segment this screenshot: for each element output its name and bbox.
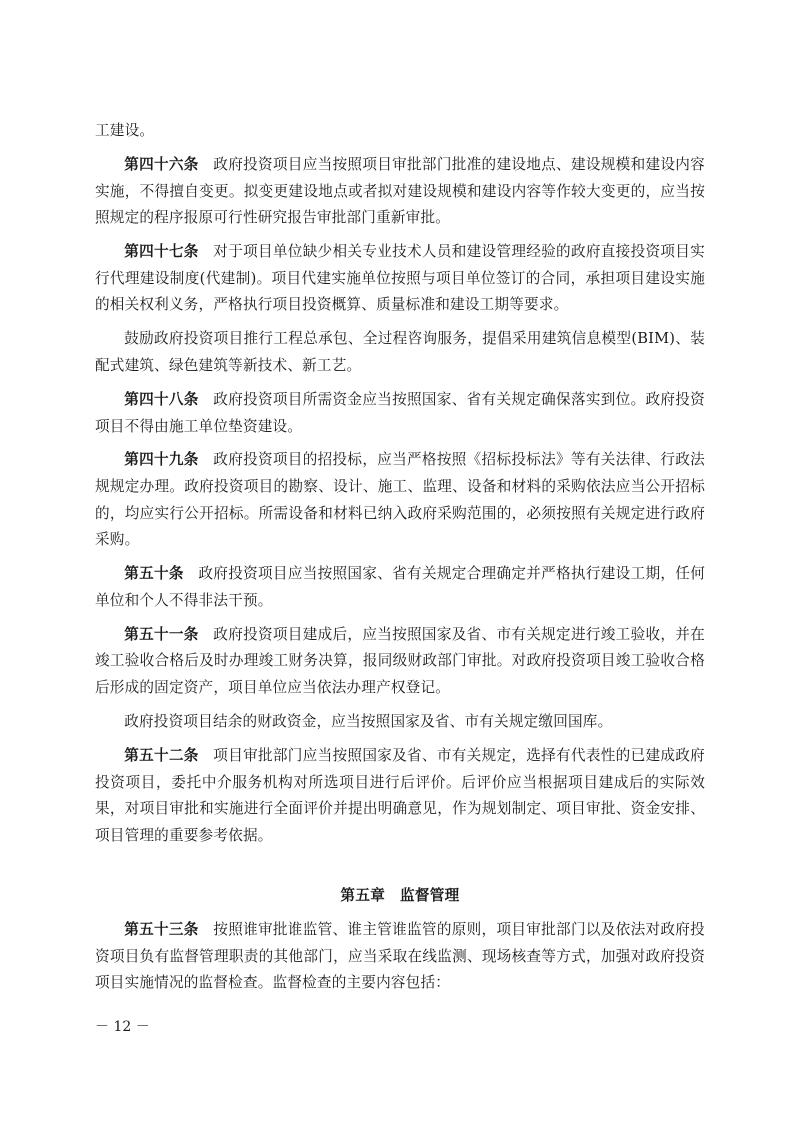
document-body — [95, 118, 705, 1004]
page-number: － 12 － — [95, 1019, 150, 1035]
article-number: 第五十条 — [124, 565, 184, 583]
paragraph-text: 政府投资项目应当按照国家、省有关规定合理确定并严格执行建设工期，任何单位和个人不得非法干预。 — [95, 565, 705, 609]
article-paragraph — [95, 152, 705, 232]
article-paragraph — [95, 561, 705, 614]
article-number: 第四十六条 — [124, 155, 199, 173]
article-number: 第四十九条 — [124, 451, 199, 469]
article-number: 第五十一条 — [124, 625, 199, 643]
paragraph — [95, 118, 705, 145]
article-number: 第四十八条 — [124, 390, 199, 408]
article-paragraph — [95, 447, 705, 553]
paragraph-text: 按照谁审批谁监管、谁主管谁监管的原则，项目审批部门以及依法对政府投资项目负有监督管理职责的其他部门，应当采取在线监测、现场核查等方式，加强对政府投资项目实施情况的监督检查。监督检查的主要内容包括： — [95, 920, 705, 992]
paragraph-text: 项目审批部门应当按照国家及省、市有关规定，选择有代表性的已建成政府投资项目，委托中介服务机构对所选项目进行后评价。后评价应当根据项目建成后的实际效果，对项目审批和实施进行全面评价并提出明确意见，作为规划制定、项目审批、资金安排、项目管理的重要参考依据。 — [95, 746, 705, 844]
paragraph-text: 鼓励政府投资项目推行工程总承包、全过程咨询服务，提倡采用建筑信息模型(BIM)、装配式建筑、绿色建筑等新技术、新工艺。 — [95, 330, 705, 374]
article-paragraph — [95, 917, 705, 997]
section-after-chapter — [95, 917, 705, 997]
article-paragraph — [95, 239, 705, 319]
article-number: 第四十七条 — [124, 243, 199, 261]
paragraph-text: 政府投资项目的招投标，应当严格按照《招标投标法》等有关法律、行政法规规定办理。政府投资项目的勘察、设计、施工、监理、设备和材料的采购依法应当公开招标的，均应实行公开招标。所需设备和材料已纳入政府采购范围的，必须按照有关规定进行政府采购。 — [95, 451, 705, 549]
article-paragraph — [95, 743, 705, 849]
article-number: 第五十三条 — [124, 920, 199, 938]
article-paragraph — [95, 387, 705, 440]
paragraph — [95, 709, 705, 736]
paragraph-text: 对于项目单位缺少相关专业技术人员和建设管理经验的政府直接投资项目实行代理建设制度(代建制)。项目代建实施单位按照与项目单位签订的合同，承担项目建设实施的相关权利义务，严格执行项目投资概算、质量标准和建设工期等要求。 — [95, 243, 705, 314]
section-before-chapter — [95, 118, 705, 849]
paragraph-text: 政府投资项目应当按照项目审批部门批准的建设地点、建设规模和建设内容实施，不得擅自变更。拟变更建设地点或者拟对建设规模和建设内容等作较大变更的，应当按照规定的程序报原可行性研究报告审批部门重新审批。 — [95, 155, 705, 227]
article-number: 第五十二条 — [124, 746, 199, 764]
paragraph-text: 政府投资项目所需资金应当按照国家、省有关规定确保落实到位。政府投资项目不得由施工单位垫资建设。 — [95, 390, 705, 435]
paragraph-text: 政府投资项目结余的财政资金，应当按照国家及省、市有关规定缴回国库。 — [124, 713, 613, 730]
article-paragraph — [95, 622, 705, 702]
paragraph-text: 政府投资项目建成后，应当按照国家及省、市有关规定进行竣工验收，并在竣工验收合格后及时办理竣工财务决算，报同级财政部门审批。对政府投资项目竣工验收合格后形成的固定资产，项目单位应当依法办理产权登记。 — [95, 625, 705, 697]
chapter-heading: 第五章 监督管理 — [340, 887, 460, 905]
paragraph-text: 工建设。 — [95, 122, 155, 139]
paragraph — [95, 326, 705, 379]
